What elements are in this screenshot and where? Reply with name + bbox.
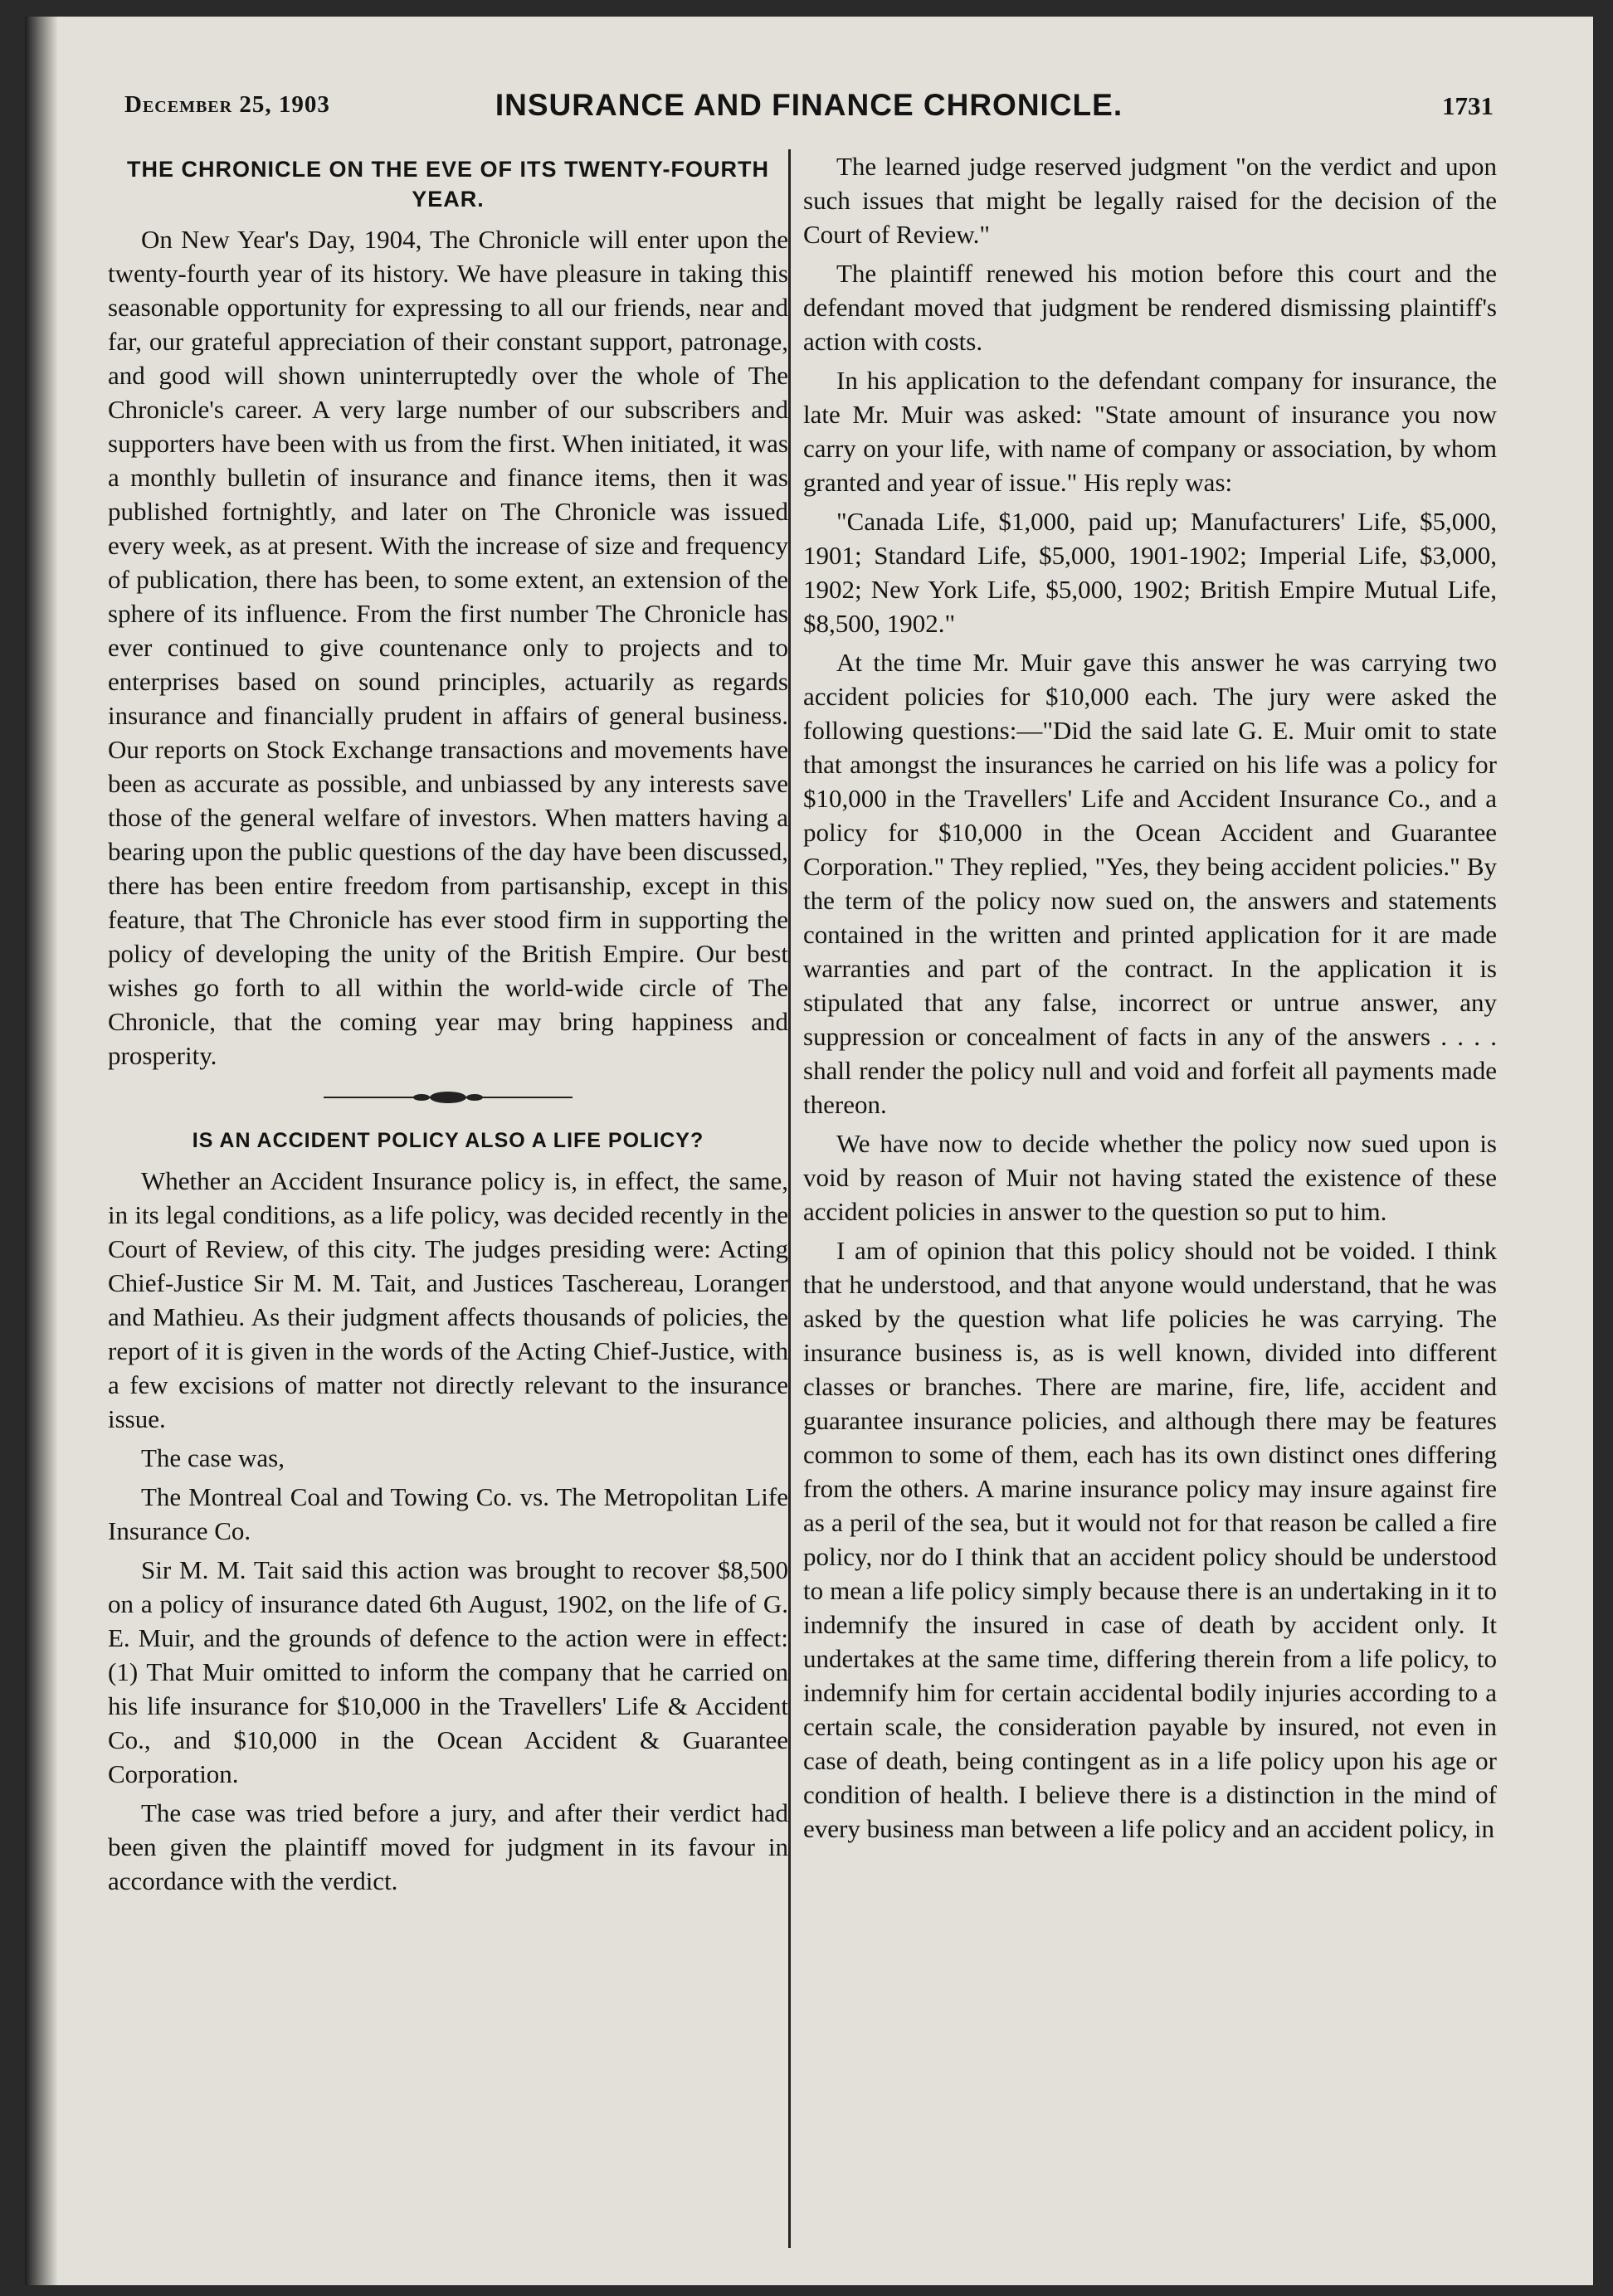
- publication-title: INSURANCE AND FINANCE CHRONICLE.: [495, 88, 1123, 122]
- article-paragraph: Sir M. M. Tait said this action was brought to recover $8,500 on a policy of insurance dated 6th August, 1902, on the life of G. E. Muir, and the grounds of defence to the action were in effect: (1) That Muir omitted to inform the company that he carried on his life insurance for $10,000 in the Travellers' Life & Accident Co., and $10,000 in the Ocean Accident & Guarantee Corporation.: [108, 1555, 788, 1788]
- issue-date: December 25, 1903: [124, 91, 330, 118]
- column-rule: [788, 149, 791, 2248]
- section-divider-ornament: [324, 1089, 573, 1106]
- running-head: [124, 68, 1494, 122]
- page-number: 1731: [1442, 91, 1494, 120]
- page-edge-shadow: [25, 17, 58, 2285]
- article-paragraph: On New Year's Day, 1904, The Chronicle will enter upon the twenty-fourth year of its history. We have pleasure in taking this seasonable opportunity for expressing to all our friends, near and far, our grateful appreciation of their constant support, patronage, and good will shown uninterruptedly over the whole of The Chronicle's career. A very large number of our subscribers and supporters have been with us from the first. When initiated, it was a monthly bulletin of insurance and finance items, then it was published fortnightly, and later on The Chronicle was issued every week, as at present. With the increase of size and frequency of publication, there has been, to some extent, an extension of the sphere of its influence. From the first number The Chronicle has ever continued to give countenance only to projects and to enterprises based on sound principles, actuarily as regards insurance and financially prudent in affairs of general business. Our reports on Stock Exchange transactions and movements have been as accurate as possible, and unbiassed by any interests save those of the general welfare of investors. When matters having a bearing upon the public questions of the day have been discussed, there has been entire freedom from partisanship, except in this feature, that The Chronicle has ever stood firm in supporting the policy of developing the unity of the British Empire. Our best wishes go forth to all within the world-wide circle of The Chronicle, that the coming year may bring happiness and prosperity.: [108, 225, 788, 1070]
- right-column: [803, 149, 1497, 1851]
- article-paragraph: At the time Mr. Muir gave this answer he was carrying two accident policies for $10,000 each. The jury were asked the following questions:—"Did the said late G. E. Muir omit to state that amongst the insurances he carried on his life was a policy for $10,000 in the Travellers' Life and Accident Insurance Co., and a policy for $10,000 in the Ocean Accident and Guarantee Corporation." They replied, "Yes, they being accident policies." By the term of the policy now sued on, the answers and statements contained in the written and printed application for it are made warranties and part of the contract. In the application it is stipulated that any false, incorrect or untrue answer, any suppression or concealment of facts in any of the answers . . . . shall render the policy null and void and forfeit all payments made thereon.: [803, 648, 1497, 1119]
- article-paragraph: The Montreal Coal and Towing Co. vs. The Metropolitan Life Insurance Co.: [108, 1482, 788, 1545]
- article-paragraph: The case was,: [141, 1443, 285, 1472]
- article-paragraph: "Canada Life, $1,000, paid up; Manufacturers' Life, $5,000, 1901; Standard Life, $5,000, 1901-1902; Imperial Life, $3,000, 1902; New York Life, $5,000, 1902; British Empire Mutual Life, $8,500, 1902.": [803, 507, 1497, 638]
- article-heading-chronicle: THE CHRONICLE ON THE EVE OF ITS TWENTY-FOURTH YEAR.: [127, 157, 769, 212]
- article-paragraph: The learned judge reserved judgment "on the verdict and upon such issues that might be legally raised for the decision of the Court of Review.": [803, 152, 1497, 249]
- article-paragraph: The plaintiff renewed his motion before this court and the defendant moved that judgment be rendered dismissing plaintiff's action with costs.: [803, 259, 1497, 356]
- article-paragraph: I am of opinion that this policy should not be voided. I think that he understood, and that anyone would understand, that he was asked by the question what life policies he was carrying. The insurance business is, as is well known, divided into different classes or branches. There are marine, fire, life, accident and guarantee insurance policies, and although there may be features common to some of them, each has its own distinct ones differing from the others. A marine insurance policy may insure against fire as a peril of the sea, but it would not for that reason be called a fire policy, nor do I think that an accident policy should be understood to mean a life policy simply because there is an undertaking in it to indemnify the insured in case of death by accident only. It undertakes at the same time, differing therein from a life policy, to indemnify him for certain accidental bodily injuries according to a certain scale, the consideration payable by insured, not even in case of death, being contingent as in a life policy upon his age or condition of health. I believe there is a distinction in the mind of every business man between a life policy and an accident policy, in: [803, 1236, 1497, 1843]
- article-paragraph: The case was tried before a jury, and after their verdict had been given the plaintiff moved for judgment in its favour in accordance with the verdict.: [108, 1798, 788, 1895]
- article-paragraph: We have now to decide whether the policy now sued upon is void by reason of Muir not having stated the existence of these accident policies in answer to the question so put to him.: [803, 1129, 1497, 1226]
- article-paragraph: In his application to the defendant company for insurance, the late Mr. Muir was asked: "State amount of insurance you now carry on your life, with name of company or association, by whom granted and year of issue." His reply was:: [803, 366, 1497, 497]
- article-heading-accident-policy: IS AN ACCIDENT POLICY ALSO A LIFE POLICY?: [192, 1129, 704, 1152]
- article-paragraph: Whether an Accident Insurance policy is, in effect, the same, in its legal conditions, as a life policy, was decided recently in the Court of Review, of this city. The judges presiding were: Acting Chief-Justice Sir M. M. Tait, and Justices Taschereau, Loranger and Mathieu. As their judgment affects thousands of policies, the report of it is given in the words of the Acting Chief-Justice, with a few excisions of matter not directly relevant to the insurance issue.: [108, 1166, 788, 1433]
- left-column: [108, 149, 788, 1903]
- newspaper-page: [25, 17, 1593, 2285]
